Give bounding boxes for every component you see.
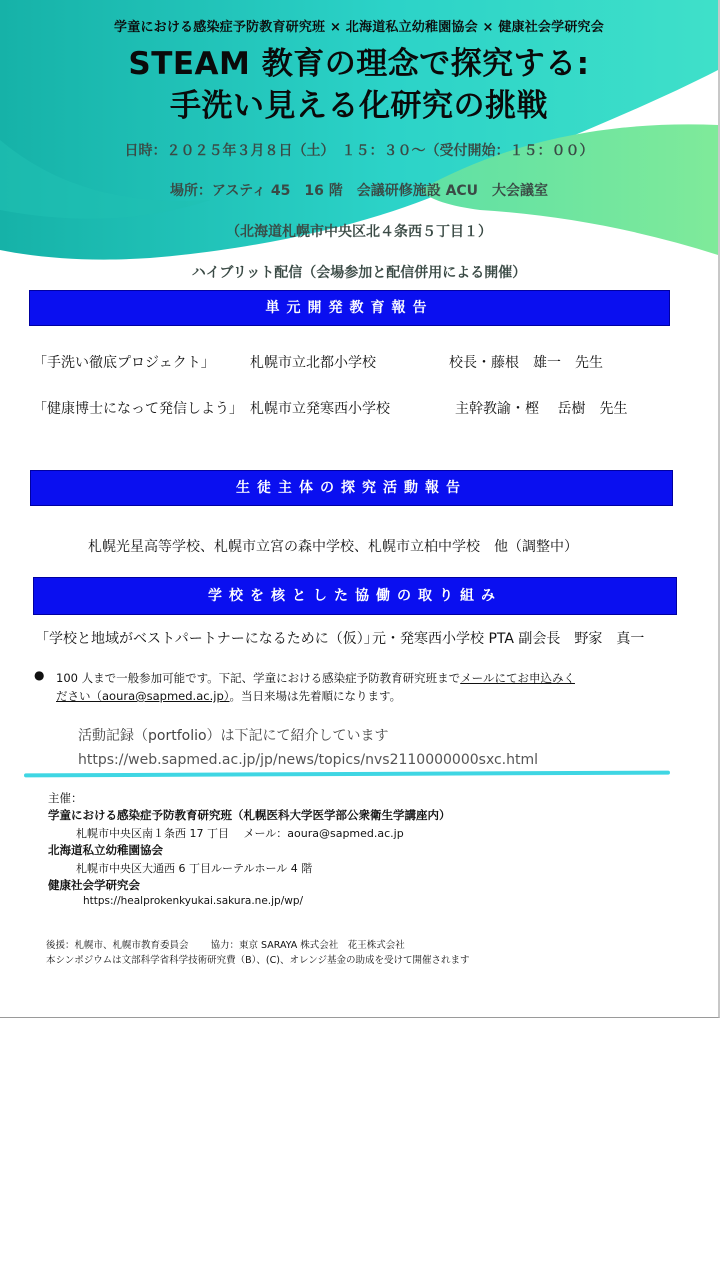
portfolio-link[interactable]: https://web.sapmed.ac.jp/jp/news/topics/nvs2110000000sxc.html bbox=[78, 752, 539, 768]
host-org-2: 北海道私立幼稚園協会 bbox=[48, 843, 163, 857]
host-org-2-address: 札幌市中央区大通西 6 丁目ルーテルホール 4 階 bbox=[76, 862, 313, 875]
section-banner-unit: 単元開発教育報告 bbox=[29, 290, 670, 326]
host-org-3: 健康社会学研究会 bbox=[48, 878, 140, 892]
support-line: 後援：札幌市、札幌市教育委員会 協力：東京 SARAYA 株式会社 花王株式会社 bbox=[46, 940, 405, 951]
title-line-1: STEAM 教育の理念で探究する: bbox=[128, 46, 590, 82]
divider-line bbox=[24, 771, 670, 778]
unit-presenter-1: 校長・藤根 雄一 先生 bbox=[449, 355, 603, 371]
unit-topic-2: 「健康博士になって発信しよう」 bbox=[33, 401, 243, 417]
title-line-2: 手洗い見える化研究の挑戦 bbox=[170, 88, 548, 124]
bullet-icon: ● bbox=[34, 668, 45, 682]
event-format: ハイブリット配信（会場参加と配信併用による開催） bbox=[191, 265, 527, 281]
notice-mail-link-1[interactable]: メールにてお申込みく bbox=[460, 671, 575, 685]
unit-topic-1: 「手洗い徹底プロジェクト」 bbox=[33, 355, 215, 371]
section-banner-student: 生徒主体の探究活動報告 bbox=[30, 470, 673, 506]
application-notice-line2 bbox=[56, 688, 401, 704]
event-address: （北海道札幌市中央区北４条西５丁目１） bbox=[226, 224, 492, 240]
notice-text-1: 100 人まで一般参加可能です。下記、学童における感染症予防教育研究班まで bbox=[56, 671, 461, 685]
section-banner-collab: 学校を核とした協働の取り組み bbox=[33, 577, 677, 615]
notice-text-2: 。当日来場は先着順になります。 bbox=[229, 689, 402, 703]
unit-school-2: 札幌市立発寒西小学校 bbox=[250, 401, 390, 417]
notice-mail-link-2[interactable]: ださい（aoura@sapmed.ac.jp） bbox=[56, 689, 230, 703]
host-org-1-address: 札幌市中央区南１条西 17 丁目 メール：aoura@sapmed.ac.jp bbox=[76, 827, 404, 840]
application-notice-line1 bbox=[56, 670, 575, 686]
portfolio-text: 活動記録（portfolio）は下記にて紹介しています bbox=[78, 728, 389, 744]
student-schools: 札幌光星高等学校、札幌市立宮の森中学校、札幌市立柏中学校 他（調整中） bbox=[88, 539, 578, 555]
host-org-1: 学童における感染症予防教育研究班（札幌医科大学医学部公衆衛生学講座内） bbox=[48, 808, 451, 822]
collab-topic: 「学校と地域がベストパートナーになるために（仮）」 bbox=[35, 631, 378, 647]
unit-school-1: 札幌市立北都小学校 bbox=[250, 355, 376, 371]
collab-presenter: 元・発寒西小学校 PTA 副会長 野家 真一 bbox=[372, 631, 645, 647]
host-org-3-url[interactable]: https://healprokenkyukai.sakura.ne.jp/wp/ bbox=[83, 895, 304, 907]
event-venue: 場所：アスティ 45 16 階 会議研修施設 ACU 大会議室 bbox=[169, 183, 549, 199]
organizers-line: 学童における感染症予防教育研究班 × 北海道私立幼稚園協会 × 健康社会学研究会 bbox=[114, 20, 604, 35]
hosts-label: 主催： bbox=[48, 791, 83, 805]
unit-presenter-2: 主幹教諭・樫 岳樹 先生 bbox=[455, 401, 628, 417]
event-datetime: 日時：２０２５年３月８日（土） １５：３０～（受付開始：１５：００） bbox=[124, 143, 594, 159]
grant-line: 本シンポジウムは文部科学省科学技術研究費（B）、(C)、オレンジ基金の助成を受けて開催されます bbox=[46, 955, 470, 966]
